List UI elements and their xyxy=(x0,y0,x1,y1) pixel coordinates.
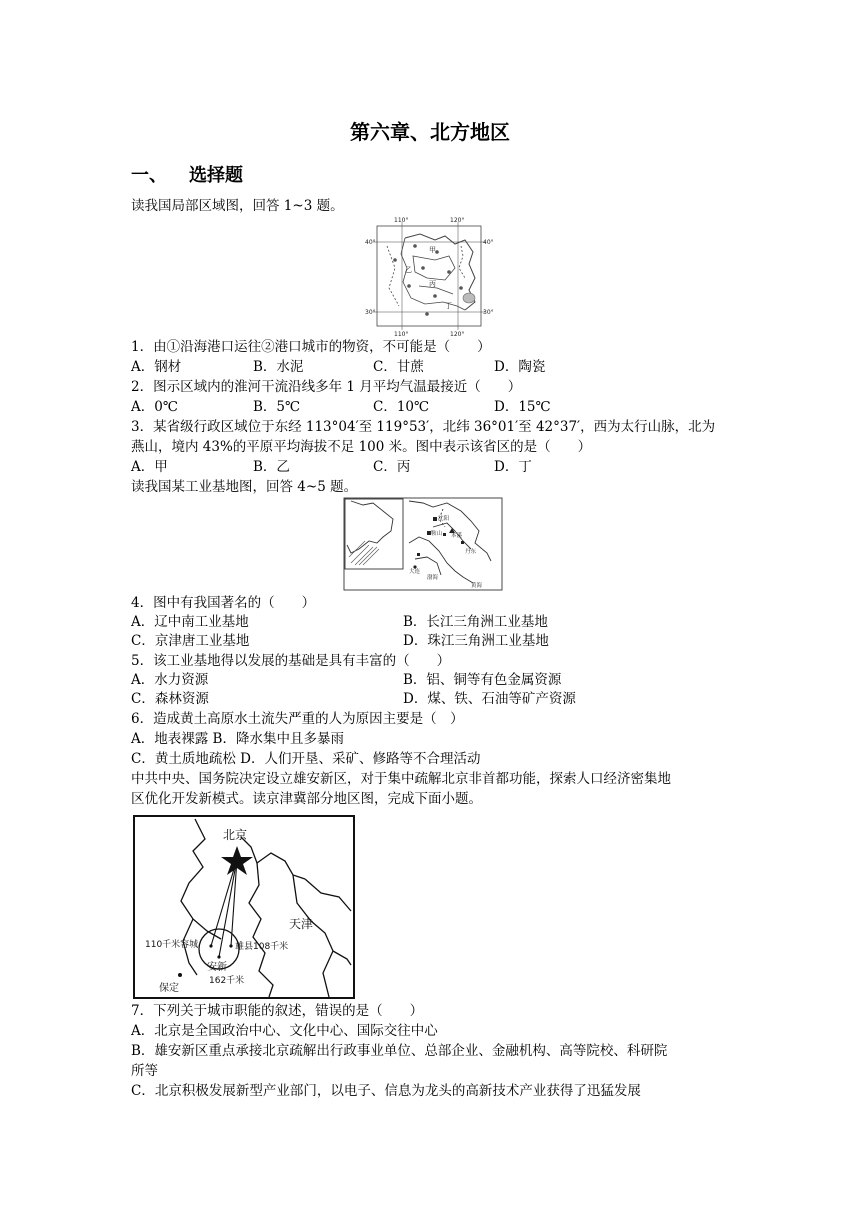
q4-option-a: A．辽中南工业基地 xyxy=(131,614,249,630)
q6-stem: 6．造成黄土高原水土流失严重的人为原因主要是（ ） xyxy=(131,711,464,727)
q1-option-c: C．甘蔗 xyxy=(373,359,424,375)
industrial-base-map xyxy=(343,497,503,591)
q2-option-a: A．0℃ xyxy=(131,399,178,415)
q1-option-b: B．水泥 xyxy=(253,359,304,375)
intro-1: 读我国局部区域图，回答 1~3 题。 xyxy=(131,198,344,214)
lon-tick-top-120: 120° xyxy=(450,217,465,224)
q7-stem: 7．下列关于城市职能的叙述，错误的是（ ） xyxy=(131,1003,424,1019)
lon-tick-top-110: 110° xyxy=(394,217,409,224)
q4-stem: 4．图中有我国著名的（ ） xyxy=(131,595,316,611)
lat-tick-right-40: 40° xyxy=(483,239,494,246)
map3-label-xiongxian: 雄县108千米 xyxy=(235,942,289,952)
map2-label-anshan: 鞍山 xyxy=(431,531,443,537)
jingjinji-map xyxy=(133,815,355,999)
q5-option-d: D．煤、铁、石油等矿产资源 xyxy=(403,691,576,707)
intro-3-line-2: 区优化开发新模式。读京津冀部分地区图，完成下面小题。 xyxy=(131,791,482,807)
region-label-yi: 乙 xyxy=(405,266,412,274)
lat-tick-right-30: 30° xyxy=(483,309,494,316)
q1-option-a: A．钢材 xyxy=(131,359,182,375)
q2-stem: 2．图示区域内的淮河干流沿线多年 1 月平均气温最接近（ ） xyxy=(131,379,522,395)
q4-option-d: D．珠江三角洲工业基地 xyxy=(403,633,549,649)
intro-3-line-1: 中共中央、国务院决定设立雄安新区，对于集中疏解北京非首都功能，探索人口经济密集地 xyxy=(131,771,671,787)
q3-option-d: D．丁 xyxy=(494,459,532,475)
section-heading xyxy=(131,161,243,187)
q4-option-c: C．京津唐工业基地 xyxy=(131,633,250,649)
q3-option-b: B．乙 xyxy=(253,459,290,475)
map2-label-shenyang: 沈阳 xyxy=(438,516,450,522)
lon-tick-bottom-120: 120° xyxy=(450,331,465,338)
map3-label-anxin-distance: 162千米 xyxy=(209,976,245,986)
region-label-jia: 甲 xyxy=(429,246,436,254)
section-number: 一、 xyxy=(131,165,167,186)
q7-option-a: A．北京是全国政治中心、文化中心、国际交往中心 xyxy=(131,1023,438,1039)
q2-option-b: B．5℃ xyxy=(253,399,301,415)
map3-label-rongcheng: 110千米容城 xyxy=(145,940,199,950)
q5-stem: 5．该工业基地得以发展的基础是具有丰富的（ ） xyxy=(131,653,451,669)
region-label-bing: 丙 xyxy=(429,280,436,288)
q2-option-c: C．10℃ xyxy=(373,399,430,415)
map3-label-tianjin: 天津 xyxy=(289,917,314,931)
q1-stem: 1．由①沿海港口运往②港口城市的物资，不可能是（ ） xyxy=(131,339,491,355)
q7-option-b-line-1: B．雄安新区重点承接北京疏解出行政事业单位、总部企业、金融机构、高等院校、科研院 xyxy=(131,1043,668,1059)
q3-stem-line-1: 3．某省级行政区域位于东经 113°04′至 119°53′，北纬 36°01′至 42°37′，西为太行山脉，北为 xyxy=(131,419,716,435)
map3-label-anxin: 安新 xyxy=(207,962,227,973)
map2-label-dalian: 大连 xyxy=(409,569,421,575)
lat-tick-left-30: 30° xyxy=(365,309,376,316)
map3-label-baoding: 保定 xyxy=(159,983,179,994)
q6-options-line-1: A．地表裸露 B．降水集中且多暴雨 xyxy=(131,731,344,747)
q3-option-c: C．丙 xyxy=(373,459,411,475)
intro-2: 读我国某工业基地图，回答 4~5 题。 xyxy=(131,479,358,495)
q1-option-d: D．陶瓷 xyxy=(494,359,546,375)
lat-tick-left-40: 40° xyxy=(365,239,376,246)
section-label: 选择题 xyxy=(189,165,243,186)
q5-option-a: A．水力资源 xyxy=(131,672,209,688)
q3-stem-line-2: 燕山，境内 43%的平原平均海拔不足 100 米。图中表示该省区的是（ ） xyxy=(131,439,592,455)
map2-label-huanghai: 黄海 xyxy=(471,583,483,589)
map2-label-bohai: 渤海 xyxy=(427,575,439,581)
map2-label-benxi: 本溪 xyxy=(451,533,463,539)
map3-label-beijing: 北京 xyxy=(223,828,248,842)
q7-option-b-line-2: 所等 xyxy=(131,1063,158,1079)
q2-option-d: D．15℃ xyxy=(494,399,551,415)
region-label-ding: 丁 xyxy=(445,302,452,310)
q5-option-c: C．森林资源 xyxy=(131,691,209,707)
map2-label-dandong: 丹东 xyxy=(465,549,477,555)
lon-tick-bottom-110: 110° xyxy=(394,331,409,338)
q7-option-c: C．北京积极发展新型产业部门，以电子、信息为龙头的高新技术产业获得了迅猛发展 xyxy=(131,1083,641,1099)
q5-option-b: B．铝、铜等有色金属资源 xyxy=(403,672,562,688)
q4-option-b: B．长江三角洲工业基地 xyxy=(403,614,548,630)
q3-option-a: A．甲 xyxy=(131,459,168,475)
q6-options-line-2: C．黄土质地疏松 D．人们开垦、采矿、修路等不合理活动 xyxy=(131,751,481,767)
region-map-1 xyxy=(365,216,495,338)
page-title: 第六章、北方地区 xyxy=(350,120,510,144)
